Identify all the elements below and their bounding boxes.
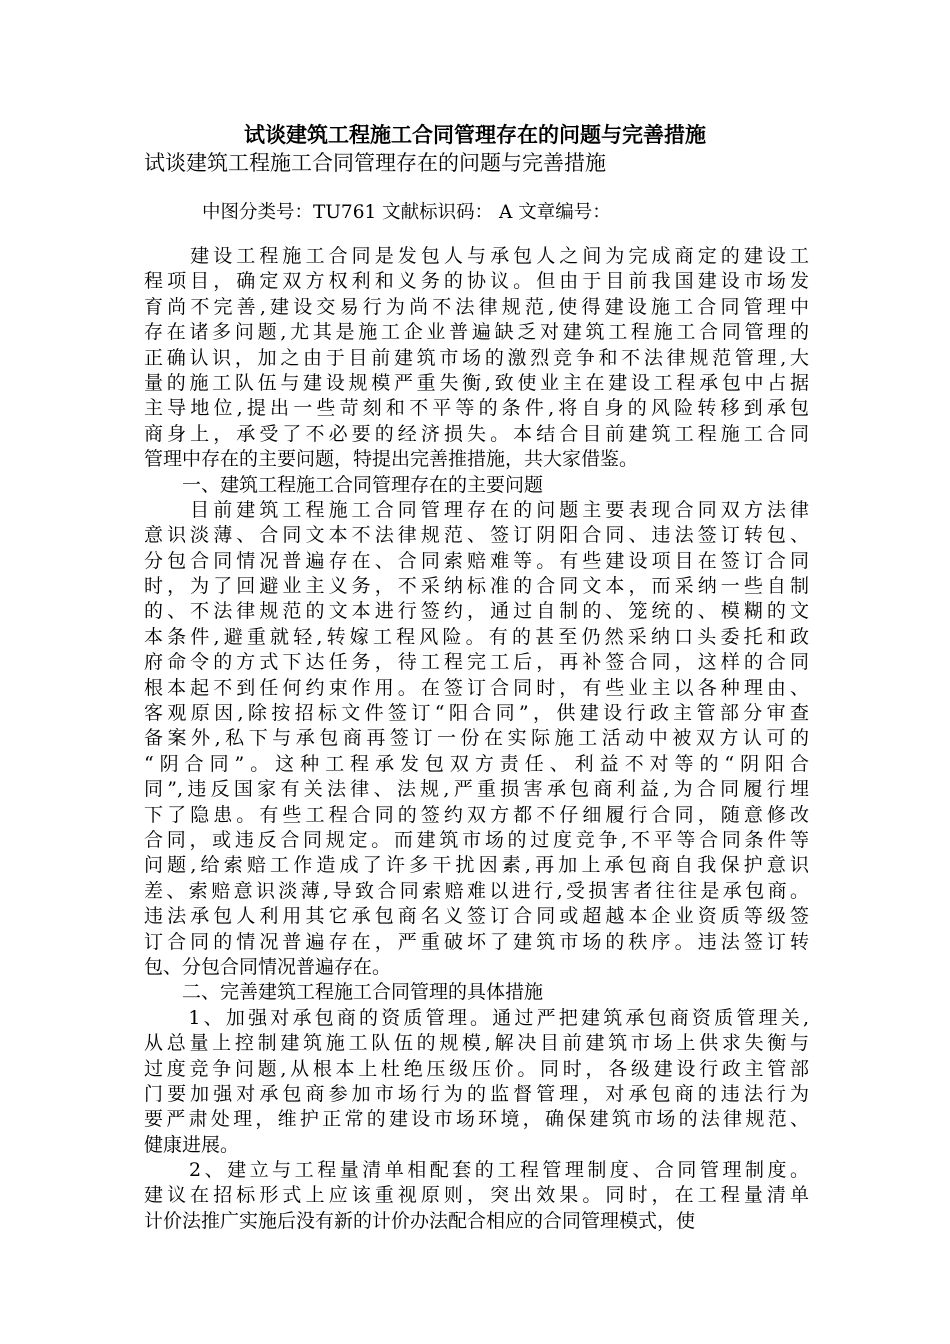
text-line: 正确认识，加之由于目前建筑市场的激烈竞争和不法律规范管理,大	[144, 346, 809, 369]
text-line: 育尚不完善,建设交易行为尚不法律规范,使得建设施工合同管理中	[144, 295, 809, 318]
text-line: 意识淡薄、合同文本不法律规范、签订阴阳合同、违法签订转包、	[144, 524, 809, 547]
classification-line: 中图分类号：TU761 文献标识码： A 文章编号：	[202, 202, 611, 223]
text-line: 过度竞争问题,从根本上杜绝压级压价。同时，各级建设行政主管部	[144, 1057, 809, 1080]
text-line: 要严肃处理，维护正常的建设市场环境，确保建筑市场的法律规范、	[144, 1108, 809, 1131]
text-line: 目前建筑工程施工合同管理存在的问题主要表现合同双方法律	[144, 498, 809, 521]
text-line: 计价法推广实施后没有新的计价办法配合相应的合同管理模式，使	[144, 1209, 696, 1232]
text-line: 包、分包合同情况普遍存在。	[144, 955, 392, 978]
text-line: “阴合同”。这种工程承发包双方责任、利益不对等的“阴阳合	[144, 752, 809, 775]
text-line: 合同，或违反合同规定。而建筑市场的过度竞争,不平等合同条件等	[144, 828, 809, 851]
text-line: 程项目，确定双方权利和义务的协议。但由于目前我国建设市场发	[144, 270, 809, 293]
text-line: 下了隐患。有些工程合同的签约双方都不仔细履行合同，随意修改	[144, 803, 809, 826]
text-line: 问题,给索赔工作造成了许多干扰因素,再加上承包商自我保护意识	[144, 854, 809, 877]
text-line: 订合同的情况普遍存在，严重破坏了建筑市场的秩序。违法签订转	[144, 930, 809, 953]
text-line: 建设工程施工合同是发包人与承包人之间为完成商定的建设工	[144, 245, 809, 267]
document-title: 试谈建筑工程施工合同管理存在的问题与完善措施	[244, 122, 706, 147]
text-line: 存在诸多问题,尤其是施工企业普遍缺乏对建筑工程施工合同管理的	[144, 321, 809, 344]
text-line: 商身上，承受了不必要的经济损失。本结合目前建筑工程施工合同	[144, 422, 809, 445]
text-line: 根本起不到任何约束作用。在签订合同时，有些业主以各种理由、	[144, 676, 809, 699]
text-line: 客观原因,除按招标文件签订“阳合同”，供建设行政主管部分审查	[144, 702, 809, 725]
text-line: 健康进展。	[144, 1133, 240, 1156]
text-line: 违法承包人利用其它承包商名义签订合同或超越本企业资质等级签	[144, 905, 809, 928]
text-line: 门要加强对承包商参加市场行为的监督管理，对承包商的违法行为	[144, 1082, 809, 1105]
text-line: 府命令的方式下达任务，待工程完工后，再补签合同，这样的合同	[144, 651, 809, 674]
text-line: 从总量上控制建筑施工队伍的规模,解决目前建筑市场上供求失衡与	[144, 1032, 809, 1055]
text-line: 的、不法律规范的文本进行签约，通过自制的、笼统的、模糊的文	[144, 600, 809, 623]
text-line: 时，为了回避业主义务，不采纳标准的合同文本，而采纳一些自制	[144, 575, 809, 598]
text-line: 主导地位,提出一些苛刻和不平等的条件,将自身的风险转移到承包	[144, 397, 809, 420]
text-line: 管理中存在的主要问题，特提出完善推措施，共大家借鉴。	[144, 448, 639, 471]
text-line: 同”,违反国家有关法律、法规,严重损害承包商利益,为合同履行埋	[144, 778, 809, 801]
document-subtitle: 试谈建筑工程施工合同管理存在的问题与完善措施	[144, 151, 606, 175]
text-line: 1、加强对承包商的资质管理。通过严把建筑承包商资质管理关,	[144, 1006, 809, 1029]
text-line: 建议在招标形式上应该重视原则，突出效果。同时，在工程量清单	[144, 1184, 809, 1207]
text-line: 本条件,避重就轻,转嫁工程风险。有的甚至仍然采纳口头委托和政	[144, 625, 809, 648]
text-line: 备案外,私下与承包商再签订一份在实际施工活动中被双方认可的	[144, 727, 809, 750]
body-text	[144, 244, 809, 1234]
text-line: 分包合同情况普遍存在、合同索赔难等。有些建设项目在签订合同	[144, 549, 809, 572]
text-line: 差、索赔意识淡薄,导致合同索赔难以进行,受损害者往往是承包商。	[144, 879, 809, 902]
text-line: 二、完善建筑工程施工合同管理的具体措施	[144, 981, 544, 1004]
text-line: 2、建立与工程量清单相配套的工程管理制度、合同管理制度。	[144, 1159, 809, 1182]
text-line: 量的施工队伍与建设规模严重失衡,致使业主在建设工程承包中占据	[144, 371, 809, 394]
text-line: 一、建筑工程施工合同管理存在的主要问题	[144, 473, 544, 496]
